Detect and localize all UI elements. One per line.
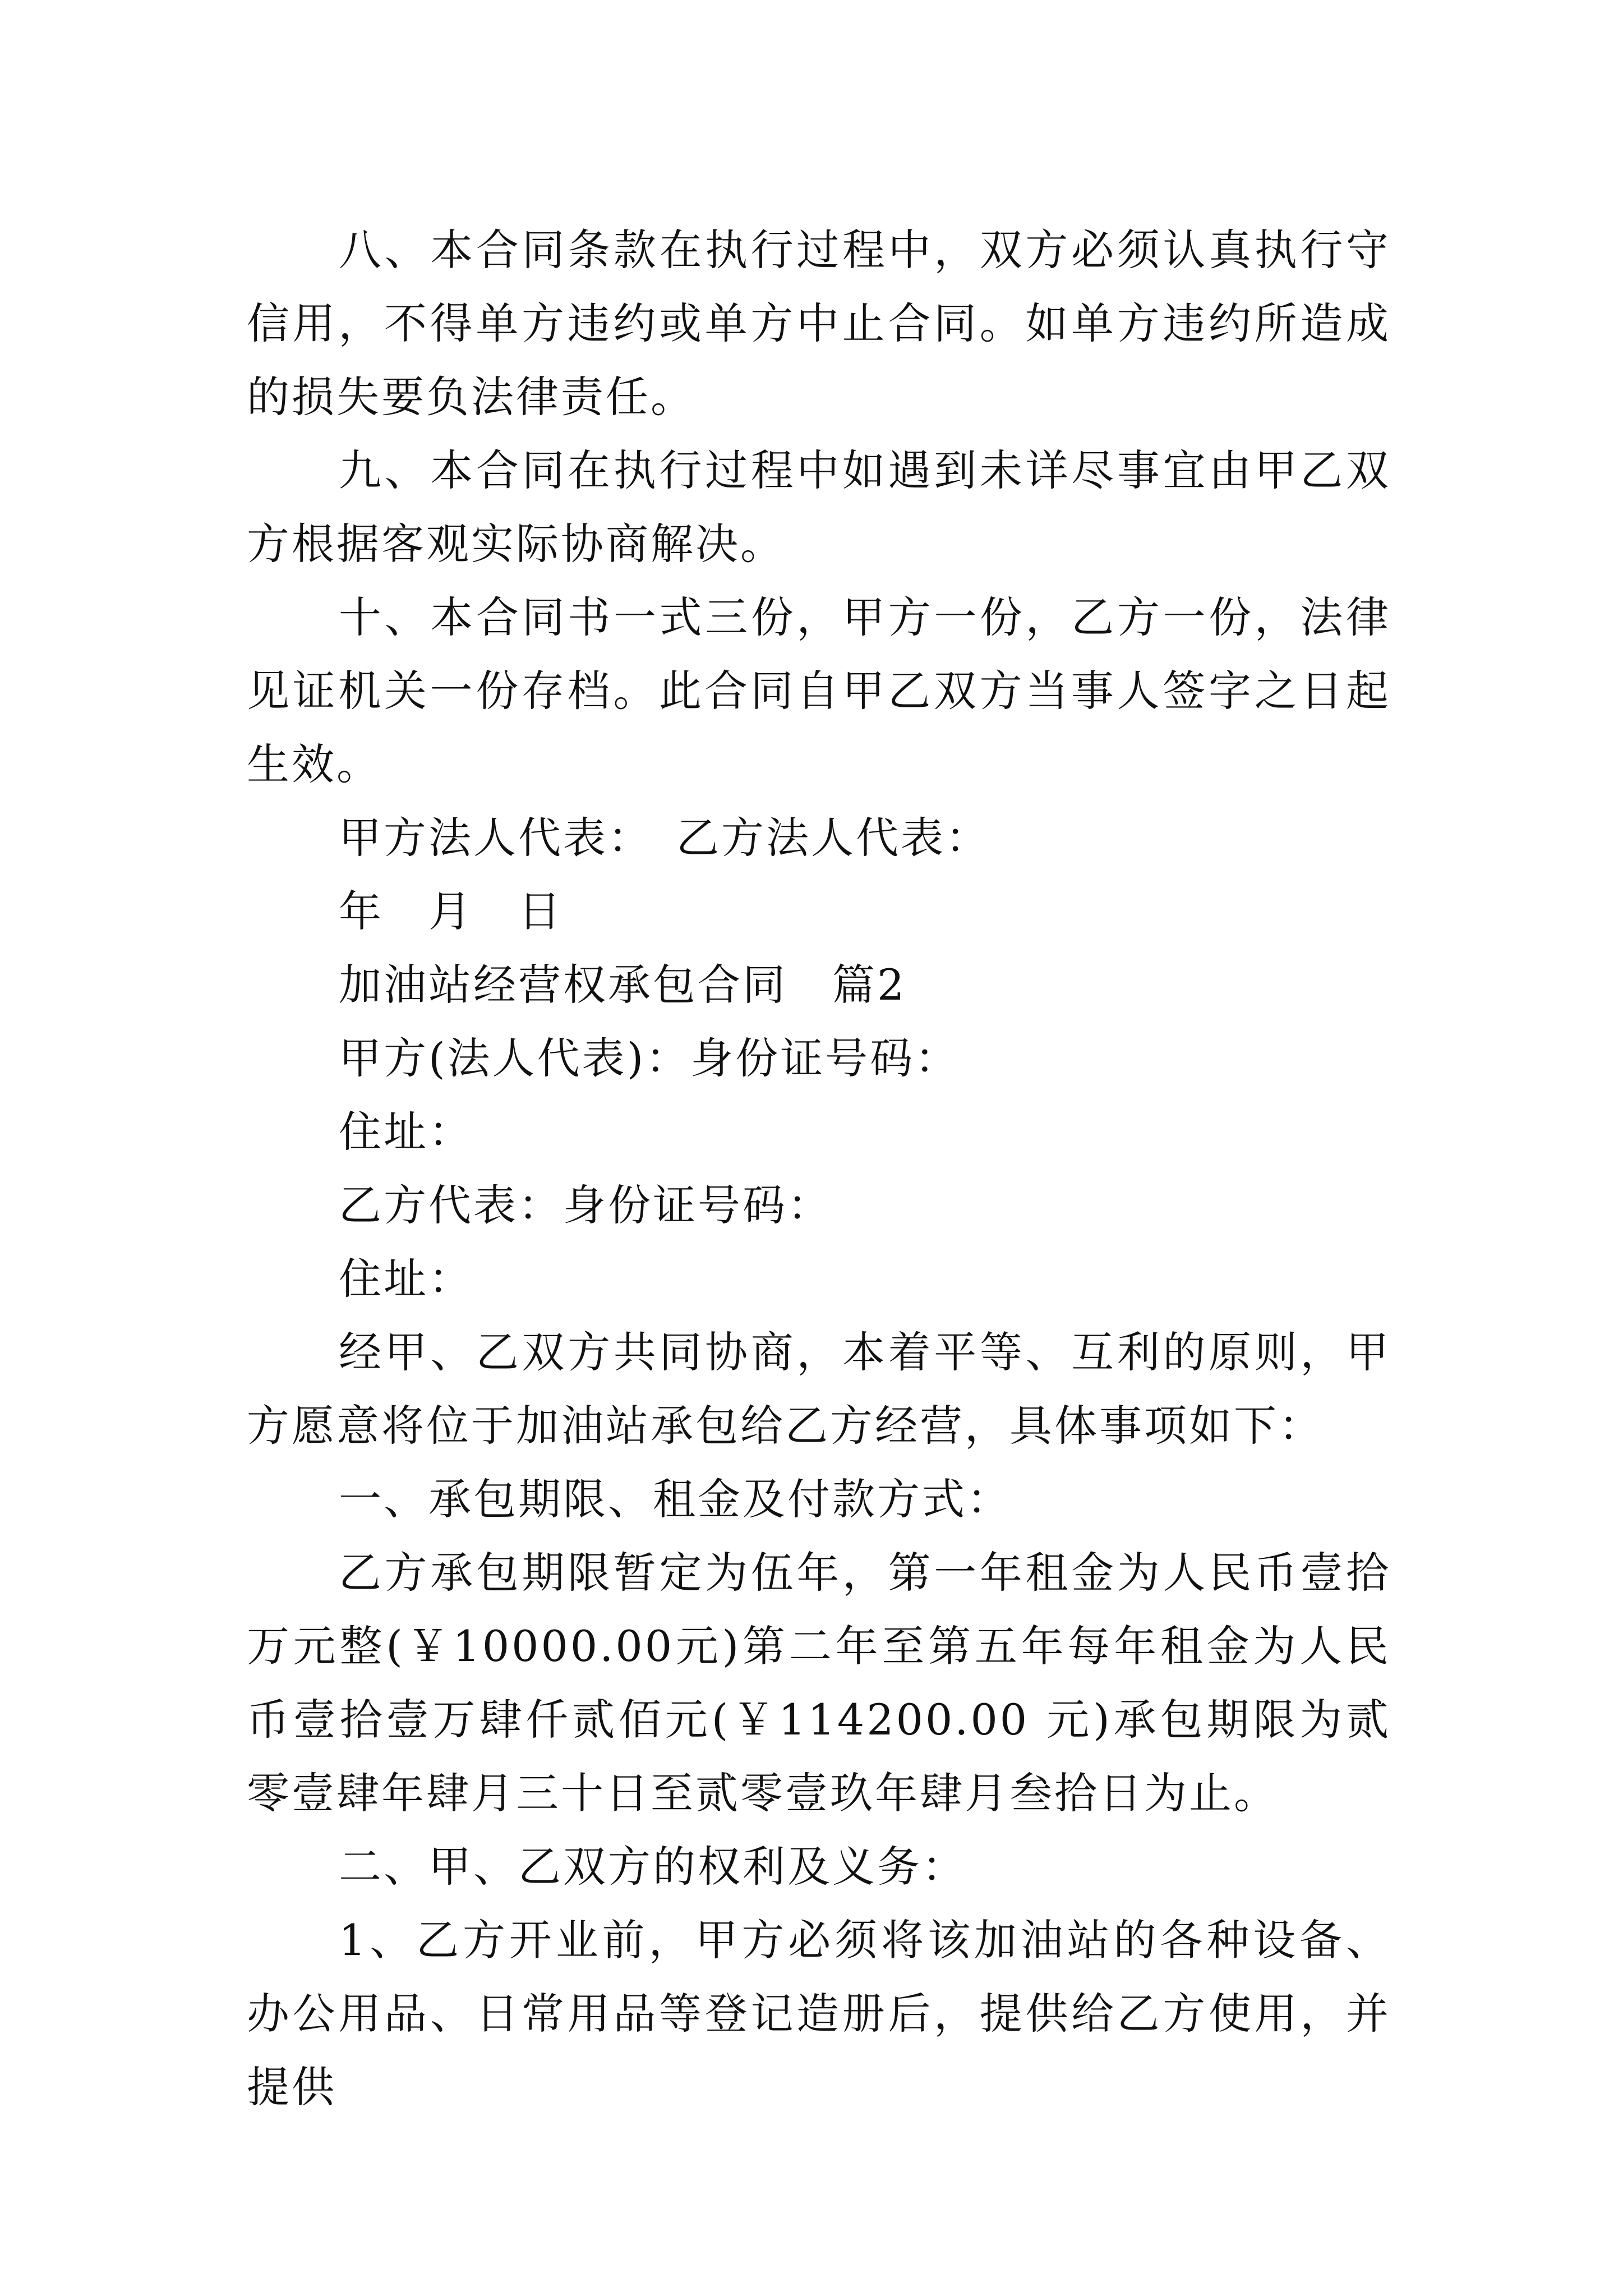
clause-8-paragraph: 八、本合同条款在执行过程中，双方必须认真执行守信用，不得单方违约或单方中止合同。如单方违约所造成的损失要负法律责任。 — [247, 225, 1391, 422]
clause-10-paragraph: 十、本合同书一式三份，甲方一份，乙方一份，法律见证机关一份存档。此合同自甲乙双方当事人签字之日起生效。 — [247, 592, 1391, 789]
party-a-address-line: 住址： — [339, 1107, 473, 1157]
contract-2-title: 加油站经营权承包合同 篇2 — [339, 960, 907, 1010]
party-b-address-line: 住址： — [339, 1254, 473, 1304]
section-1-heading: 一、承包期限、租金及付款方式： — [339, 1474, 1012, 1524]
lease-term-paragraph: 乙方承包期限暂定为伍年，第一年租金为人民币壹拾万元整(￥10000.00元)第二年至第五年每年租金为人民币壹拾壹万肆仟贰佰元(￥114200.00 元)承包期限为贰零壹肆年肆月三十日至贰零壹玖年肆月叁拾日为止。 — [247, 1548, 1391, 1818]
party-b-line: 乙方代表：身份证号码： — [339, 1180, 832, 1230]
date-line: 年 月 日 — [339, 886, 563, 936]
intro-paragraph: 经甲、乙双方共同协商，本着平等、互利的原则，甲方愿意将位于加油站承包给乙方经营，具体事项如下： — [247, 1327, 1391, 1451]
item-1-paragraph: 1、乙方开业前，甲方必须将该加油站的各种设备、办公用品、日常用品等登记造册后，提供给乙方使用，并提供 — [247, 1915, 1391, 2112]
signature-representatives-line: 甲方法人代表： 乙方法人代表： — [339, 813, 990, 863]
document-body — [247, 213, 1391, 2124]
clause-9-paragraph: 九、本合同在执行过程中如遇到未详尽事宜由甲乙双方根据客观实际协商解决。 — [247, 445, 1391, 569]
party-a-line: 甲方(法人代表)：身份证号码： — [339, 1033, 960, 1083]
section-2-heading: 二、甲、乙双方的权利及义务： — [339, 1842, 967, 1892]
